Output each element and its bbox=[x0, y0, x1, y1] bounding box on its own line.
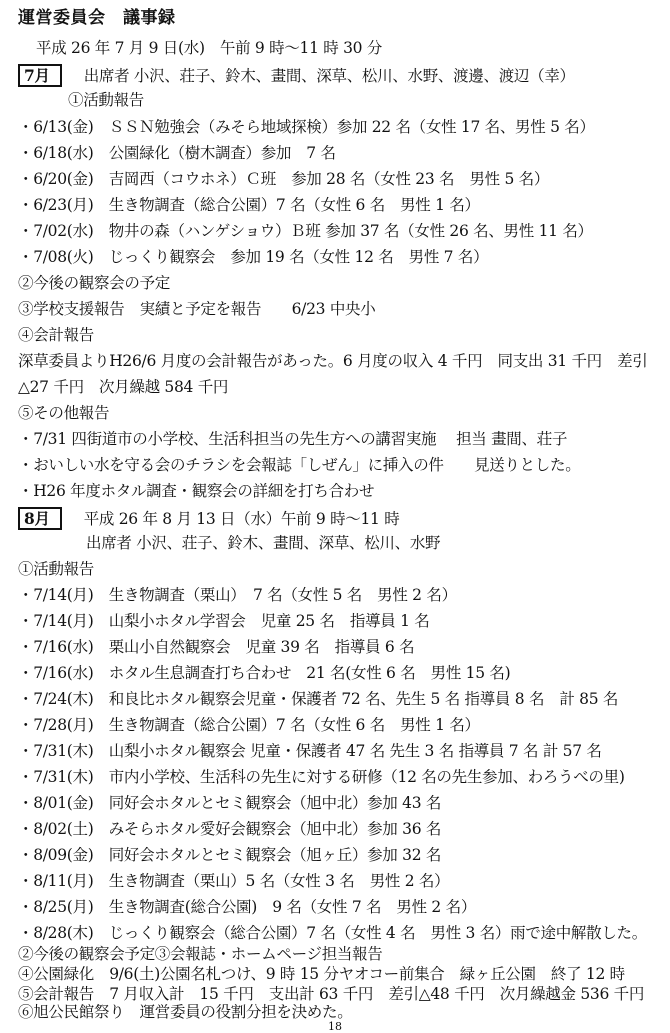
july-activity-item: ・6/18(水) 公園緑化（樹木調査）参加 7 名 bbox=[18, 144, 336, 162]
august-activity-item: ・7/14(月) 生き物調査（栗山） 7 名（女性 5 名 男性 2 名） bbox=[18, 586, 457, 604]
august-future-plans: ②今後の観察会予定③会報誌・ホームページ担当報告 bbox=[18, 945, 383, 963]
august-activity-item: ・8/28(木) じっくり観察会（総合公園）7 名（女性 4 名 男性 3 名）雨で途中解散した。 bbox=[18, 924, 647, 942]
july-activity-item: ・6/23(月) 生き物調査（総合公園）7 名（女性 6 名 男性 1 名） bbox=[18, 196, 480, 214]
august-month-label: 8月 bbox=[18, 507, 62, 530]
july-other-item: ・おいしい水を守る会のチラシを会報誌「しぜん」に挿入の件 見送りとした。 bbox=[18, 456, 581, 474]
july-activity-item: ・6/13(金) ＳＳＮ勉強会（みそら地域探検）参加 22 名（女性 17 名、男性 5 名） bbox=[18, 118, 595, 136]
august-activity-item: ・8/02(土) みそらホタル愛好会観察会（旭中北）参加 36 名 bbox=[18, 820, 442, 838]
page-number: 18 bbox=[328, 1020, 342, 1033]
august-activity-heading: ①活動報告 bbox=[18, 560, 95, 578]
july-month-label: 7月 bbox=[18, 64, 62, 87]
july-other-item: ・H26 年度ホタル調査・観察会の詳細を打ち合わせ bbox=[18, 482, 375, 500]
july-activity-item: ・6/20(金) 吉岡西（コウホネ）Ｃ班 参加 28 名（女性 23 名 男性 5 名） bbox=[18, 170, 550, 188]
august-activity-item: ・8/25(月) 生き物調査(総合公園) 9 名（女性 7 名 男性 2 名） bbox=[18, 898, 477, 916]
august-date-line: 平成 26 年 8 月 13 日（水）午前 9 時～11 時 bbox=[83, 510, 400, 528]
july-activity-item: ・7/08(火) じっくり観察会 参加 19 名（女性 12 名 男性 7 名） bbox=[18, 248, 489, 266]
august-park-greening: ④公園緑化 9/6(土)公園名札つけ、9 時 15 分ヤオコー前集合 緑ヶ丘公園 終了 12 時 bbox=[18, 965, 625, 983]
july-attendees: 出席者 小沢、荘子、鈴木、畫間、深草、松川、水野、渡邊、渡辺（幸） bbox=[83, 67, 575, 85]
august-activity-item: ・7/31(木) 市内小学校、生活科の先生に対する研修（12 名の先生参加、わろうべの里) bbox=[18, 768, 625, 786]
august-activity-item: ・7/16(水) 栗山小自然観察会 児童 39 名 指導員 6 名 bbox=[18, 638, 415, 656]
july-header bbox=[18, 64, 575, 86]
july-date-line: 平成 26 年 7 月 9 日(水) 午前 9 時～11 時 30 分 bbox=[36, 39, 383, 57]
july-other-heading: ⑤その他報告 bbox=[18, 404, 110, 422]
august-header bbox=[18, 507, 399, 529]
august-activity-item: ・8/09(金) 同好会ホタルとセミ観察会（旭ヶ丘）参加 32 名 bbox=[18, 846, 442, 864]
july-school-support: ③学校支援報告 実績と予定を報告 6/23 中央小 bbox=[18, 300, 376, 318]
july-accounting-line-2: △27 千円 次月繰越 584 千円 bbox=[18, 378, 229, 396]
document-title: 運営委員会 議事録 bbox=[18, 8, 176, 28]
august-accounting: ⑤会計報告 7 月収入計 15 千円 支出計 63 千円 差引△48 千円 次月繰越金 536 千円 bbox=[18, 985, 645, 1003]
july-activity-item: ・7/02(水) 物井の森（ハンゲショウ）Ｂ班 参加 37 名（女性 26 名、男性 11 名） bbox=[18, 222, 593, 240]
july-future-plans: ②今後の観察会の予定 bbox=[18, 274, 171, 292]
july-accounting-line-1: 深草委員よりH26/6 月度の会計報告があった。6 月度の収入 4 千円 同支出 31 千円 差引 bbox=[18, 352, 648, 370]
august-activity-item: ・7/31(木) 山梨小ホタル観察会 児童・保護者 47 名 先生 3 名 指導員 7 名 計 57 名 bbox=[18, 742, 602, 760]
july-other-item: ・7/31 四街道市の小学校、生活科担当の先生方への講習実施 担当 畫間、荘子 bbox=[18, 430, 568, 448]
august-activity-item: ・8/01(金) 同好会ホタルとセミ観察会（旭中北）参加 43 名 bbox=[18, 794, 442, 812]
august-festival: ⑥旭公民館祭り 運営委員の役割分担を決めた。 bbox=[18, 1003, 353, 1021]
august-activity-item: ・7/24(木) 和良比ホタル観察会児童・保護者 72 名、先生 5 名 指導員 8 名 計 85 名 bbox=[18, 690, 619, 708]
august-activity-item: ・7/28(月) 生き物調査（総合公園）7 名（女性 6 名 男性 1 名） bbox=[18, 716, 480, 734]
august-attendees: 出席者 小沢、荘子、鈴木、畫間、深草、松川、水野 bbox=[86, 534, 441, 552]
august-activity-item: ・8/11(月) 生き物調査（栗山）5 名（女性 3 名 男性 2 名） bbox=[18, 872, 450, 890]
july-activity-heading: ①活動報告 bbox=[68, 91, 145, 109]
august-activity-item: ・7/14(月) 山梨小ホタル学習会 児童 25 名 指導員 1 名 bbox=[18, 612, 430, 630]
august-activity-item: ・7/16(水) ホタル生息調査打ち合わせ 21 名(女性 6 名 男性 15 名) bbox=[18, 664, 511, 682]
july-accounting-heading: ④会計報告 bbox=[18, 326, 95, 344]
